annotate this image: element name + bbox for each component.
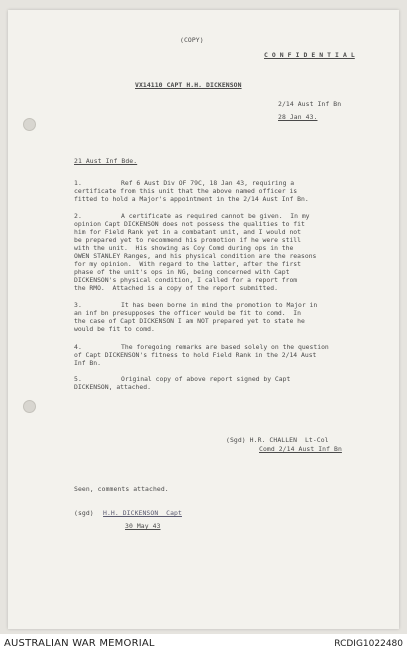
date-line: 28 Jan 43. (278, 113, 318, 121)
subject-line: VX14110 CAPT H.H. DICKENSON (135, 81, 242, 89)
paragraph-line: him for Field Rank yet in a combatant unit, and I would not (74, 228, 302, 236)
paragraph-line: for my opinion. With regard to the latter, after the first (74, 260, 302, 268)
classification-label: C O N F I D E N T I A L (264, 51, 355, 59)
archive-footer (0, 634, 407, 654)
second-signature-name: H.H. DICKENSON Capt (103, 509, 182, 517)
punch-hole-icon (23, 400, 36, 413)
paragraph-line: of Capt DICKENSON's fitness to hold Field Rank in the 2/14 Aust (74, 351, 317, 359)
record-id: RCDIG1022480 (334, 639, 403, 649)
paragraph-line: phase of the unit's ops in NG, being concerned with Capt (74, 268, 290, 276)
second-signature-prefix: (sgd) (74, 509, 94, 517)
paper-sheet (8, 10, 399, 629)
paragraph-line: an inf bn presupposes the officer would be fit to comd. In (74, 309, 302, 317)
paragraph-number: 5. (74, 375, 82, 383)
paragraph-line: Original copy of above report signed by Capt (121, 375, 291, 383)
paragraph-line: the RMO. Attached is a copy of the report submitted. (74, 284, 278, 292)
paragraph-number: 4. (74, 343, 82, 351)
paragraph-line: would be fit to comd. (74, 325, 155, 333)
punch-hole-icon (23, 118, 36, 131)
paragraph-line: It has been borne in mind the promotion to Major in (121, 301, 318, 309)
signature-line: (Sgd) H.R. CHALLEN Lt-Col (226, 436, 329, 444)
seen-note: Seen, comments attached. (74, 485, 169, 493)
paragraph-line: the case of Capt DICKENSON I am NOT prepared yet to state he (74, 317, 305, 325)
paragraph-line: A certificate as required cannot be given. In my (121, 212, 310, 220)
paragraph-number: 3. (74, 301, 82, 309)
paragraph-line: OWEN STANLEY Ranges, and his physical condition are the reasons (74, 252, 317, 260)
paragraph-line: with the unit. His showing as Coy Comd during ops in the (74, 244, 294, 252)
paragraph-number: 1. (74, 179, 82, 187)
paragraph-number: 2. (74, 212, 82, 220)
paragraph-line: opinion Capt DICKENSON does not possess the qualities to fit (74, 220, 305, 228)
addressee: 21 Aust Inf Bde. (74, 157, 138, 165)
archive-name: AUSTRALIAN WAR MEMORIAL (4, 638, 155, 649)
copy-label: (COPY) (180, 36, 204, 44)
paragraph-line: Inf Bn. (74, 359, 101, 367)
paragraph-line: DICKENSON, attached. (74, 383, 151, 391)
paragraph-line: Ref 6 Aust Div OF 79C, 18 Jan 43, requiring a (121, 179, 295, 187)
paragraph-line: fitted to hold a Major's appointment in the 2/14 Aust Inf Bn. (74, 195, 309, 203)
signature-title: Comd 2/14 Aust Inf Bn (259, 445, 342, 453)
unit-line: 2/14 Aust Inf Bn (278, 100, 342, 108)
paragraph-line: The foregoing remarks are based solely on the question (121, 343, 329, 351)
second-signature-date: 30 May 43 (125, 522, 161, 530)
paragraph-line: DICKENSON's physical condition, I called for a report from (74, 276, 298, 284)
paragraph-line: be prepared yet to recommend his promotion if he were still (74, 236, 302, 244)
paragraph-line: certificate from this unit that the above named officer is (74, 187, 298, 195)
